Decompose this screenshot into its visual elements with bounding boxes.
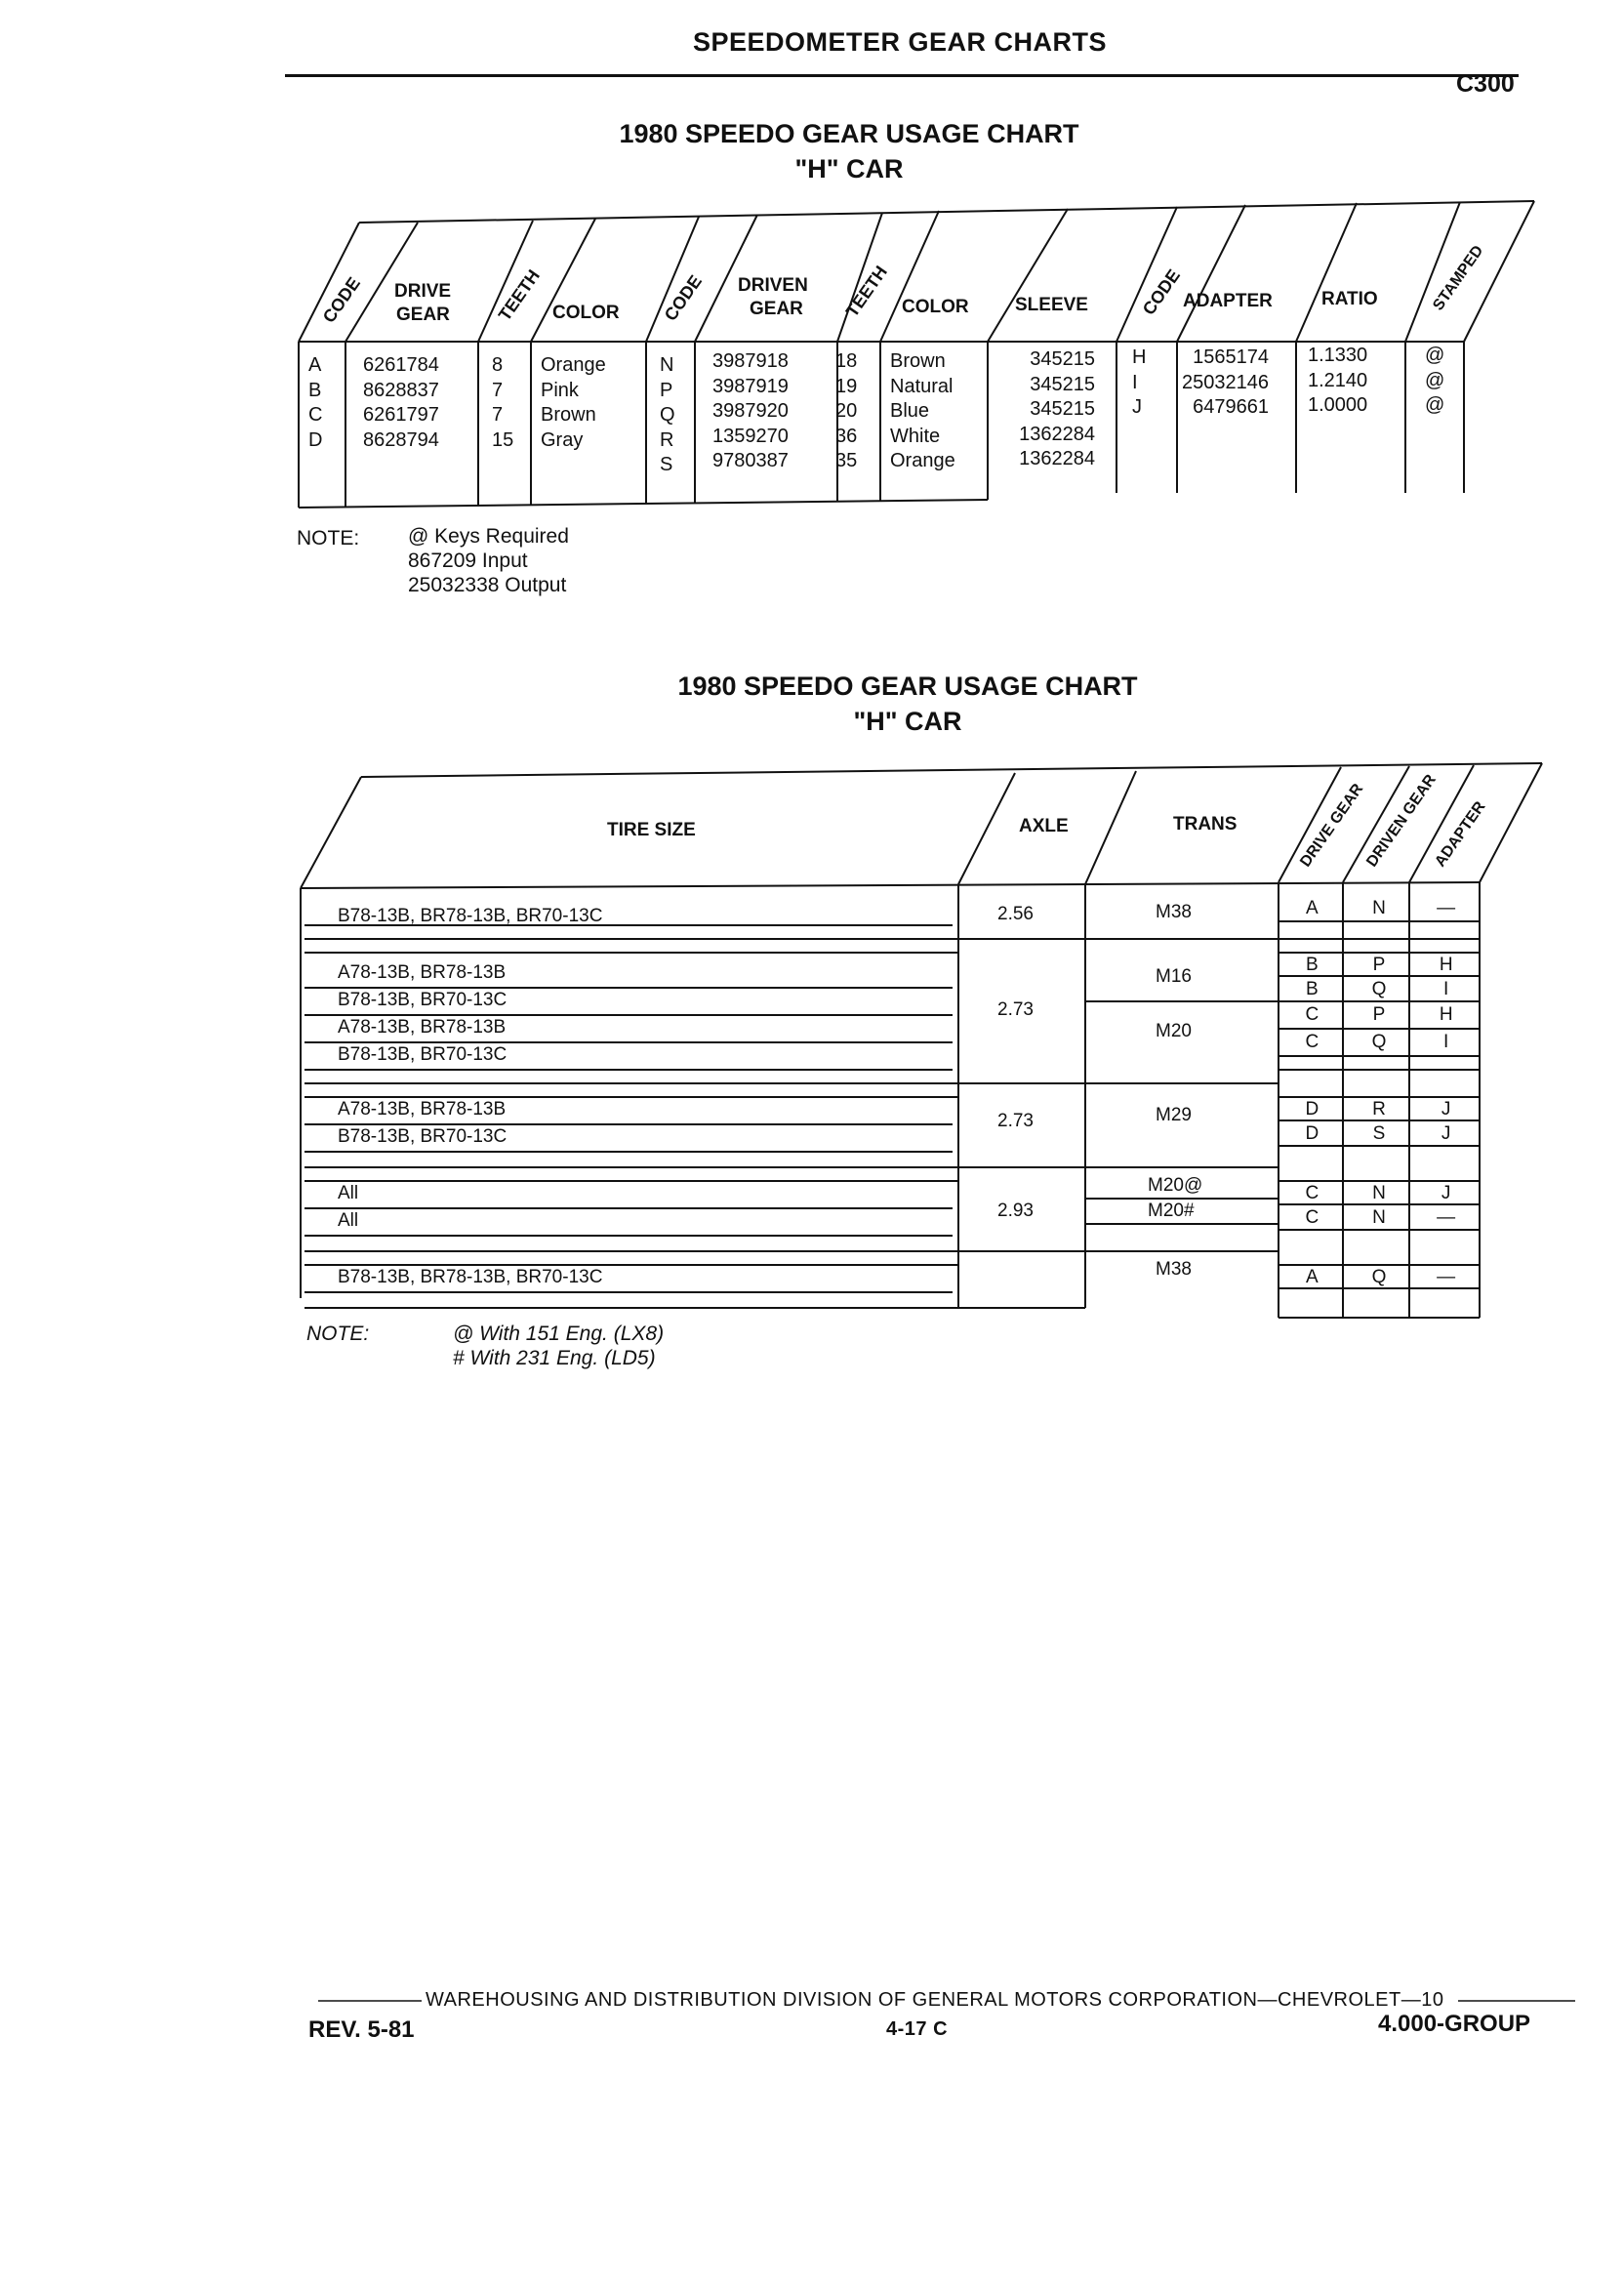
chart2-drive-gear: C	[1305, 1207, 1320, 1228]
chart1-cell: I	[1132, 371, 1138, 393]
chart2-driven-gear: N	[1372, 1183, 1386, 1203]
chart1-cell: B	[308, 379, 322, 401]
chart2-drive-gear: B	[1305, 955, 1319, 975]
chart1-cell: @	[1425, 394, 1445, 416]
chart1-cell: S	[660, 454, 673, 475]
chart2-adapter: I	[1443, 979, 1449, 999]
page-title: SPEEDOMETER GEAR CHARTS	[693, 27, 1108, 57]
chart1-cell: 6479661	[1193, 396, 1269, 418]
chart1-header-color-driven: COLOR	[902, 297, 969, 317]
chart1-cell: Brown	[541, 404, 596, 426]
chart1-cell: 1565174	[1193, 346, 1269, 368]
chart2-adapter: J	[1441, 1123, 1451, 1144]
chart1-cell: C	[308, 404, 323, 426]
chart1-cell: 6261797	[363, 404, 439, 426]
chart2-tire-row: B78-13B, BR78-13B, BR70-13C	[338, 906, 603, 926]
chart1-header-teeth-driven: TEETH	[841, 262, 892, 321]
chart2-tire-row: A78-13B, BR78-13B	[338, 1017, 507, 1038]
chart1-note-line: 867209 Input	[408, 550, 528, 572]
chart1-cell: 9780387	[712, 450, 789, 471]
footer-rev: REV. 5-81	[308, 2016, 415, 2043]
chart2-driven-gear: N	[1372, 1207, 1386, 1228]
chart1-header-teeth-drive: TEETH	[494, 265, 545, 325]
chart2-adapter: J	[1441, 1183, 1451, 1203]
chart1-cell: White	[890, 425, 941, 447]
chart2-adapter: —	[1437, 1207, 1456, 1228]
chart2-axle: 2.56	[997, 904, 1034, 924]
chart1-cell: 345215	[1030, 398, 1095, 420]
chart1-header-color-drive: COLOR	[552, 303, 620, 323]
chart2-adapter: J	[1441, 1099, 1451, 1120]
chart1-header-adapter: ADAPTER	[1183, 291, 1273, 311]
chart1-subtitle: "H" CAR	[794, 154, 904, 183]
chart1-cell: 15	[492, 428, 514, 451]
chart2-axle: 2.73	[997, 1111, 1034, 1131]
chart2-drive-gear: D	[1305, 1099, 1320, 1120]
chart1-cell: P	[660, 379, 673, 401]
chart1-cell: 35	[835, 450, 858, 471]
chart1-note-line: @ Keys Required	[408, 525, 569, 548]
chart1-cell: 7	[492, 404, 504, 426]
chart1-cell: A	[308, 354, 322, 376]
chart1-cell: Gray	[541, 428, 584, 451]
chart1-header-ratio: RATIO	[1321, 289, 1378, 309]
chart1-cell: 20	[835, 400, 858, 422]
chart1-cell: 18	[835, 350, 858, 372]
chart1-cell: J	[1132, 396, 1142, 418]
chart2-adapter: —	[1437, 1267, 1456, 1287]
chart2-drive-gear: A	[1305, 1267, 1319, 1287]
chart1-cell: @	[1425, 345, 1445, 366]
chart2-header-adapter: ADAPTER	[1432, 798, 1489, 871]
chart1-cell: 1362284	[1019, 423, 1095, 445]
chart1-header-drive-gear-1: DRIVE	[394, 281, 452, 302]
chart2-adapter: I	[1443, 1032, 1449, 1052]
chart2-driven-gear: Q	[1371, 1267, 1387, 1287]
chart2-drive-gear: C	[1305, 1032, 1320, 1052]
chart1-header-sleeve: SLEEVE	[1015, 295, 1088, 315]
chart2-trans: M38	[1156, 1259, 1192, 1280]
chart2-note-line: @ With 151 Eng. (LX8)	[453, 1323, 665, 1345]
chart1-note-line: 25032338 Output	[408, 574, 567, 596]
chart2-header-tire-size: TIRE SIZE	[607, 820, 696, 840]
chart1-header-driven-gear-2: GEAR	[750, 299, 803, 319]
chart1-cell: 345215	[1030, 373, 1095, 395]
chart2-note-line: # With 231 Eng. (LD5)	[453, 1347, 656, 1369]
chart1-cell: 36	[835, 425, 858, 447]
chart2-trans: M38	[1156, 902, 1192, 922]
chart1-cell: H	[1132, 346, 1147, 368]
chart1-cell: Natural	[890, 375, 954, 397]
chart1-cell: R	[660, 428, 674, 451]
chart1-cell: Q	[660, 404, 675, 426]
chart1-cell: 1.1330	[1308, 345, 1368, 366]
chart2-tire-row: All	[338, 1210, 359, 1231]
chart2-adapter: —	[1437, 898, 1456, 918]
chart2-axle: 2.73	[997, 999, 1034, 1020]
chart2-axle: 2.93	[997, 1201, 1034, 1221]
chart1-cell: 6261784	[363, 354, 439, 376]
chart2-tire-row: All	[338, 1183, 359, 1203]
chart1-cell: 1.2140	[1308, 369, 1368, 391]
chart1-cell: Blue	[890, 400, 930, 422]
chart2-drive-gear: C	[1305, 1004, 1320, 1025]
page-code: C300	[1456, 70, 1515, 98]
chart2-driven-gear: R	[1372, 1099, 1386, 1120]
chart1-cell: 8628837	[363, 379, 439, 401]
footer-page: 4-17 C	[886, 2018, 949, 2040]
chart1-cell: 1.0000	[1308, 394, 1368, 416]
chart1-cell: 3987919	[712, 375, 789, 397]
chart1-header-code-driven: CODE	[660, 271, 707, 325]
chart1-cell: 7	[492, 379, 504, 401]
chart2-adapter: H	[1439, 1004, 1453, 1025]
chart1-cell: @	[1425, 369, 1445, 391]
chart2-trans: M29	[1156, 1105, 1192, 1125]
chart1-header-code-drive: CODE	[318, 273, 365, 327]
chart2-trans: M16	[1156, 966, 1192, 987]
chart2-drive-gear: D	[1305, 1123, 1320, 1144]
chart1-cell: 3987918	[712, 350, 789, 372]
chart2-tire-row: B78-13B, BR70-13C	[338, 990, 508, 1010]
chart2-tire-row: B78-13B, BR70-13C	[338, 1126, 508, 1147]
chart2-header-driven-gear: DRIVEN GEAR	[1363, 771, 1440, 871]
chart2-subtitle: "H" CAR	[853, 707, 962, 736]
chart1-header-code-adapter: CODE	[1138, 265, 1185, 319]
chart1-cell: N	[660, 354, 674, 376]
chart1-header-drive-gear-2: GEAR	[396, 305, 450, 325]
chart2-title: 1980 SPEEDO GEAR USAGE CHART	[677, 672, 1138, 701]
chart2-trans: M20#	[1148, 1201, 1195, 1221]
chart1-cell: Pink	[541, 379, 579, 401]
chart2-tire-row: A78-13B, BR78-13B	[338, 962, 507, 983]
chart2-header-axle: AXLE	[1019, 816, 1069, 836]
chart2-driven-gear: Q	[1371, 979, 1387, 999]
chart1-header-driven-gear-1: DRIVEN	[738, 275, 808, 296]
chart2-driven-gear: S	[1372, 1123, 1386, 1144]
chart2-note-label: NOTE:	[306, 1323, 370, 1345]
footer-line: WAREHOUSING AND DISTRIBUTION DIVISION OF GENERAL MOTORS CORPORATION—CHEVROLET—10	[426, 1989, 1444, 2011]
chart2-driven-gear: P	[1372, 955, 1386, 975]
chart1-cell: Orange	[890, 450, 955, 471]
chart1-cell: Orange	[541, 354, 606, 376]
chart2-tire-row: A78-13B, BR78-13B	[338, 1099, 507, 1120]
chart1-header-stamped: STAMPED	[1430, 242, 1487, 314]
chart2-tire-row: B78-13B, BR70-13C	[338, 1044, 508, 1065]
chart1-title: 1980 SPEEDO GEAR USAGE CHART	[619, 119, 1079, 148]
chart2-trans: M20@	[1148, 1175, 1203, 1196]
chart2-adapter: H	[1439, 955, 1453, 975]
chart2-drive-gear: A	[1305, 898, 1319, 918]
chart2-drive-gear: B	[1305, 979, 1319, 999]
chart2-header-trans: TRANS	[1173, 814, 1238, 835]
chart1-cell: 3987920	[712, 400, 789, 422]
chart1-cell: Brown	[890, 350, 946, 372]
chart1-cell: 345215	[1030, 348, 1095, 370]
chart1-cell: 1359270	[712, 425, 789, 447]
chart2-tire-row: B78-13B, BR78-13B, BR70-13C	[338, 1267, 603, 1287]
chart2-trans: M20	[1156, 1021, 1192, 1041]
chart2-driven-gear: N	[1372, 898, 1386, 918]
chart1-cell: D	[308, 428, 323, 451]
chart2-driven-gear: P	[1372, 1004, 1386, 1025]
chart2-drive-gear: C	[1305, 1183, 1320, 1203]
footer-group: 4.000-GROUP	[1378, 2011, 1531, 2037]
chart1-note-label: NOTE:	[297, 527, 360, 550]
chart2-header-drive-gear: DRIVE GEAR	[1297, 781, 1367, 871]
chart1-cell: 1362284	[1019, 448, 1095, 469]
chart2-driven-gear: Q	[1371, 1032, 1387, 1052]
chart1-cell: 25032146	[1182, 371, 1269, 393]
chart1-cell: 8	[492, 354, 504, 376]
chart1-cell: 19	[835, 375, 858, 397]
chart1-cell: 8628794	[363, 428, 439, 451]
